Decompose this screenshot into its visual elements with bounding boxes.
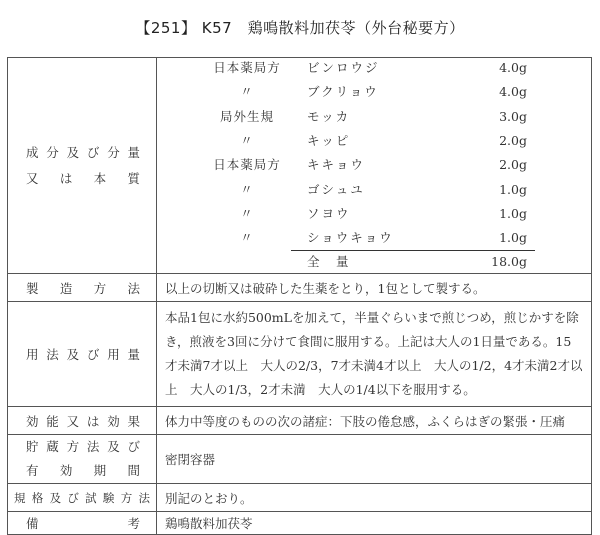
label-line: 成分及び分量 [26,144,142,160]
ingredient-source: 〃 [240,181,254,197]
row-label: 効能又は効果 [8,407,157,435]
table-row [8,302,592,407]
ingredients-row [8,58,592,274]
page-title: 【251】 K57 鶏鳴散料加茯苓（外台秘要方） [135,19,465,37]
ingredient-name: ビンロウジ [307,60,380,75]
ingredient-name: ゴシュユ [307,181,365,197]
ingredient-name: ショウキョウ [307,230,394,246]
ingredients-list [157,58,591,273]
row-label: 備考 [8,512,157,535]
ingredient-source: 〃 [240,230,254,246]
row-label: 製造方法 [8,274,157,302]
table-row [8,484,592,512]
total-divider [291,250,535,251]
row-value: 別記のとおり。 [157,484,592,512]
row-value: 体力中等度のものの次の諸症：下肢の倦怠感，ふくらはぎの緊張・圧痛 [157,407,592,435]
row-value: 本品1包に水約500mLを加えて，半量ぐらいまで煎じつめ，煎じかすを除き，煎液を3回に分けて食間に服用する。上記は大人の1日量である。15才未満7才以上 大人の2/3，7才未満4才以上 大人の1/2，4才未満2才以上 大人の1/3，2才未満 大人の1/4以下を服用する。 [157,302,592,407]
ingredient-name: キキョウ [307,157,366,173]
ingredient-amount: 4.0g [499,84,527,100]
ingredients-label [8,58,157,274]
label-line: 又は本質 [26,170,142,186]
ingredient-amount: 1.0g [499,205,527,221]
ingredient-amount: 2.0g [499,157,527,173]
ingredient-source: 日本薬局方 [213,157,281,173]
monograph-table [7,57,592,535]
ingredient-name: ブクリョウ [307,84,379,100]
table-row [8,512,592,535]
label-line: 貯蔵方法及び [26,439,142,454]
ingredient-amount: 3.0g [499,108,527,124]
ingredient-amount: 1.0g [499,230,527,246]
row-value: 鶏鳴散料加茯苓 [157,512,592,535]
total-label: 全 量 [307,254,351,269]
ingredient-source: 局外生規 [219,108,274,124]
table-row [8,274,592,302]
label-line: 有効期間 [26,463,142,478]
ingredient-source: 日本薬局方 [213,60,281,75]
table-row [8,407,592,435]
row-label: 用法及び用量 [8,302,157,407]
total-amount: 18.0g [491,254,527,269]
ingredient-amount: 2.0g [499,132,527,148]
row-value: 以上の切断又は破砕した生薬をとり，1包として製する。 [157,274,592,302]
ingredient-amount: 1.0g [499,181,527,197]
ingredient-name: モッカ [307,108,351,124]
ingredient-source: 〃 [240,132,254,148]
ingredient-source: 〃 [240,205,254,221]
ingredient-name: ソヨウ [307,205,351,221]
ingredient-source: 〃 [240,84,254,100]
row-label: 規格及び試験方法 [8,484,157,512]
row-label [8,435,157,484]
ingredient-name: キッピ [307,132,351,148]
table-row [8,435,592,484]
row-value: 密閉容器 [157,435,592,484]
ingredient-amount: 4.0g [499,60,527,75]
